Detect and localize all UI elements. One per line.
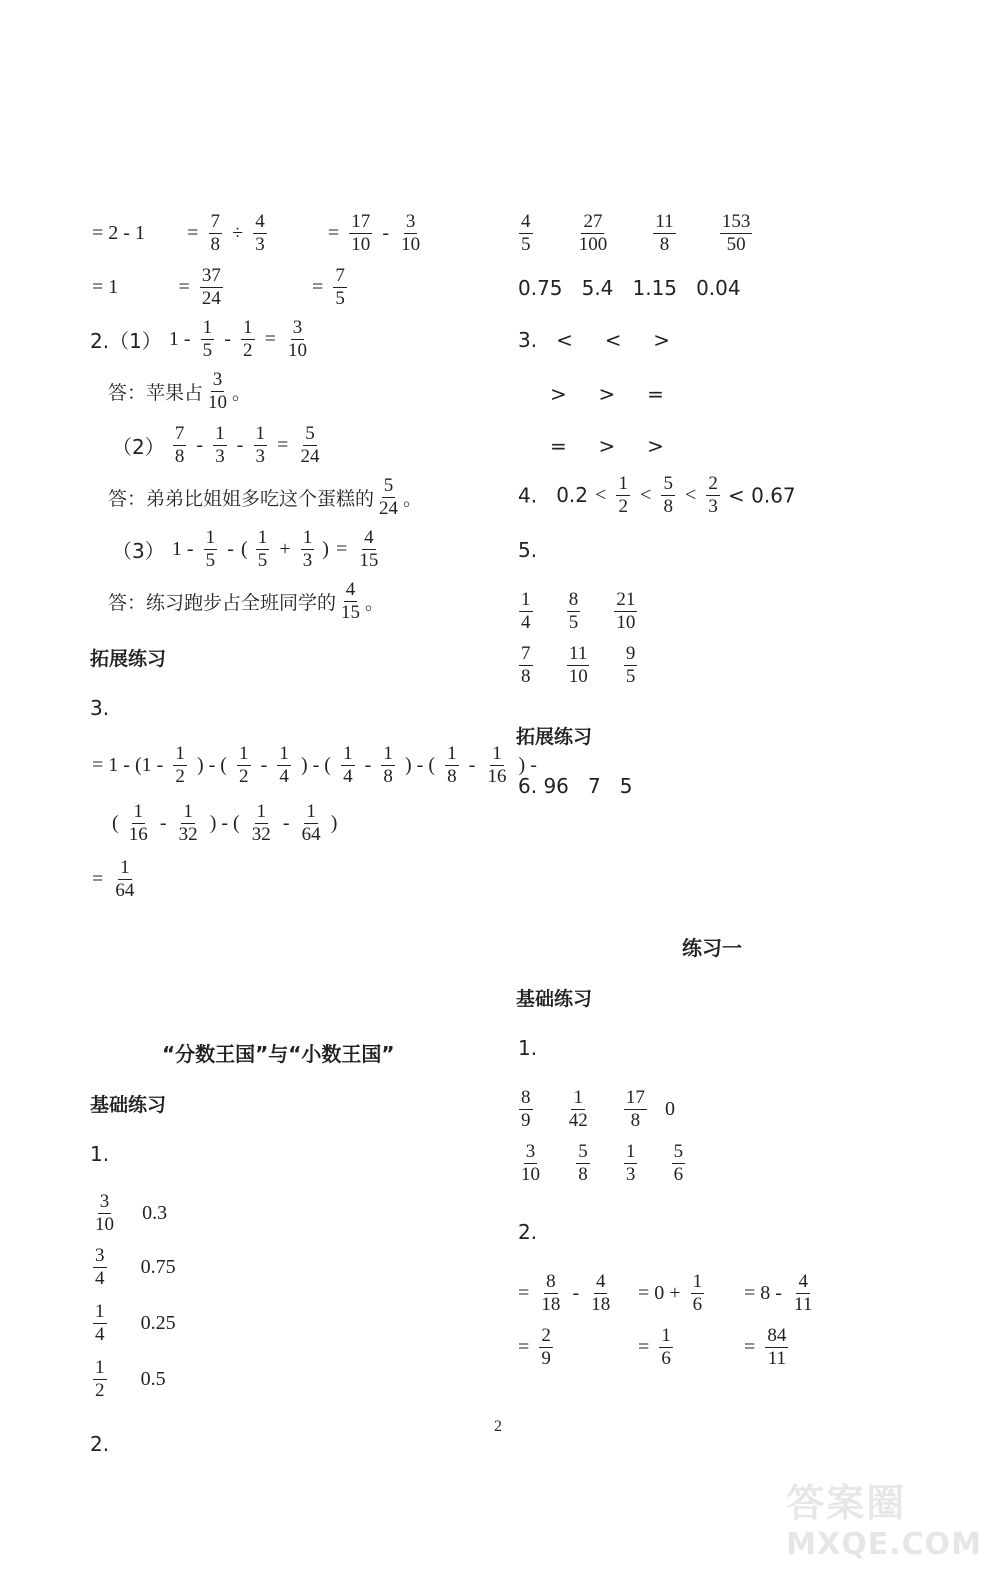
expr: ) - ( (209, 811, 240, 834)
question-2-1 (90, 318, 312, 361)
comparison-row-1: < < > (556, 328, 671, 352)
question-2-3 (112, 528, 383, 571)
value: 0.2 (556, 483, 588, 508)
minus-sign: - (572, 1281, 580, 1304)
answer-3 (108, 580, 384, 623)
fraction: $\frac{8}{5}$ (568, 589, 579, 633)
fraction: $\frac{3}{10}$ (208, 369, 228, 413)
equals: = (312, 275, 324, 298)
equals: = (638, 1335, 650, 1358)
fraction: $\frac{3}{10}$ (521, 1141, 540, 1185)
fraction: $\frac{1}{2}$ (243, 317, 253, 361)
fraction: $\frac{1}{64}$ (115, 857, 135, 901)
right-question-4 (518, 474, 796, 517)
practice-title: 练习一 (682, 936, 742, 960)
fraction: $\frac{1}{16}$ (128, 801, 148, 845)
fraction: $\frac{9}{5}$ (625, 643, 636, 687)
minus-sign: - (468, 753, 476, 776)
right-question-5-label: 5. (518, 538, 538, 562)
fraction: $\frac{1}{6}$ (661, 1325, 671, 1369)
fraction: $\frac{1}{8}$ (383, 743, 393, 787)
left-row-2 (90, 266, 350, 309)
expr: ) - (518, 753, 537, 776)
equals: = (744, 1335, 756, 1358)
fraction: $\frac{1}{5}$ (202, 317, 213, 361)
fraction: $\frac{8}{9}$ (521, 1087, 531, 1131)
right-question-2-label: 2. (518, 1220, 538, 1244)
equals: = (277, 433, 289, 456)
decimal-value: 0.25 (140, 1311, 176, 1334)
paren: ( (240, 537, 248, 560)
minus-sign: - (364, 753, 372, 776)
right-q1-row-1 (516, 1088, 677, 1131)
plus-sign: + (279, 537, 291, 560)
expr: = 8 - (744, 1281, 782, 1304)
pair-2 (90, 1246, 178, 1289)
equals: = (92, 867, 104, 890)
fraction: $\frac{27}{100}$ (578, 211, 608, 255)
fraction: $\frac{1}{4}$ (521, 589, 531, 633)
question-label: 4. (518, 483, 538, 508)
question-3-line-2 (112, 802, 337, 845)
fraction: $\frac{37}{24}$ (201, 265, 221, 309)
decimal-value: 0.3 (142, 1201, 168, 1224)
fraction: $\frac{5}{8}$ (663, 473, 673, 517)
left-basic-title: 基础练习 (90, 1094, 167, 1116)
minus-sign: - (196, 433, 204, 456)
fraction: $\frac{17}{8}$ (625, 1087, 645, 1131)
fraction: $\frac{1}{64}$ (301, 801, 321, 845)
fraction: $\frac{1}{3}$ (302, 527, 313, 571)
answer-text: 答：弟弟比姐姐多吃这个蛋糕的 (108, 487, 375, 510)
fraction: $\frac{4}{18}$ (591, 1271, 611, 1315)
fraction: $\frac{7}{5}$ (335, 265, 345, 309)
fraction: $\frac{11}{10}$ (568, 643, 588, 687)
right-extension-title: 拓展练习 (516, 726, 593, 748)
fraction: $\frac{2}{3}$ (708, 473, 718, 517)
question-3-line-1 (90, 744, 539, 787)
fraction: $\frac{5}{6}$ (673, 1141, 684, 1185)
fraction: $\frac{1}{42}$ (568, 1087, 588, 1131)
less-than: < (640, 483, 652, 506)
equals: = (187, 221, 199, 244)
minus-sign: - (382, 221, 390, 244)
fraction: $\frac{1}{2}$ (618, 473, 628, 517)
value: < 0.67 (728, 483, 796, 508)
right-q2-a2 (516, 1326, 556, 1369)
fraction: $\frac{4}{3}$ (255, 211, 265, 255)
question-label: 2.（1） (90, 328, 162, 353)
watermark-url: MXQE.COM (786, 1527, 982, 1562)
expr: 1 - (168, 327, 191, 350)
q5-grid-row-1 (516, 590, 640, 633)
fraction: $\frac{11}{8}$ (655, 211, 674, 255)
right-q2-c2 (742, 1326, 791, 1369)
right-q2-b1 (636, 1272, 707, 1315)
minus-sign: - (282, 811, 290, 834)
fraction: $\frac{17}{10}$ (351, 211, 371, 255)
answer-punct: 。 (365, 591, 385, 614)
fraction: $\frac{2}{9}$ (541, 1325, 551, 1369)
fraction: $\frac{1}{6}$ (692, 1271, 703, 1315)
answer-punct: 。 (232, 381, 252, 404)
comparison-row-3: = > > (550, 434, 664, 458)
equals: = (518, 1281, 530, 1304)
q5-grid-row-2 (516, 644, 640, 687)
value: 0 (664, 1097, 675, 1120)
equals: = (336, 537, 348, 560)
pair-3 (90, 1302, 178, 1345)
right-fraction-row (516, 212, 755, 255)
decimal-value: 0.75 (140, 1255, 176, 1278)
fraction: $\frac{4}{15}$ (359, 527, 379, 571)
answer-1 (108, 370, 251, 413)
fraction: $\frac{1}{32}$ (251, 801, 271, 845)
fraction: $\frac{3}{4}$ (95, 1245, 105, 1289)
fraction: $\frac{5}{24}$ (300, 423, 320, 467)
fraction: $\frac{4}{5}$ (521, 211, 531, 255)
pair-1 (90, 1192, 169, 1235)
right-decimals-row: 0.75 5.4 1.15 0.04 (518, 276, 741, 300)
decimal-value: 0.5 (140, 1367, 166, 1390)
question-2-2 (112, 424, 325, 467)
fraction: $\frac{1}{2}$ (175, 743, 185, 787)
right-q1-row-2 (516, 1142, 688, 1185)
minus-sign: - (224, 327, 231, 350)
left-row-1 (90, 212, 425, 255)
fraction: $\frac{1}{4}$ (279, 743, 289, 787)
expr-a: = 1 (92, 275, 119, 298)
answer-text: 答：苹果占 (108, 381, 204, 404)
minus-sign: - (236, 433, 244, 456)
fraction: $\frac{8}{18}$ (541, 1271, 561, 1315)
question-label: （2） (112, 434, 165, 459)
fraction: $\frac{1}{3}$ (255, 423, 266, 467)
expr: ) - ( (405, 753, 435, 776)
fraction: $\frac{4}{11}$ (794, 1271, 813, 1315)
minus-sign: - (260, 753, 268, 776)
fraction: $\frac{1}{8}$ (447, 743, 457, 787)
fraction: $\frac{4}{15}$ (341, 579, 361, 623)
fraction: $\frac{3}{10}$ (401, 211, 421, 255)
page-number: 2 (494, 1418, 502, 1435)
right-question-1-label: 1. (518, 1036, 538, 1060)
fraction: $\frac{21}{10}$ (616, 589, 636, 633)
expr: ) - ( (300, 753, 331, 776)
fraction: $\frac{1}{3}$ (215, 423, 225, 467)
equals: = (178, 275, 190, 298)
left-question-1-label: 1. (90, 1142, 110, 1166)
expr: 1 - (171, 537, 194, 560)
answer-text: 答：练习跑步占全班同学的 (108, 591, 337, 614)
fraction: $\frac{3}{10}$ (95, 1191, 114, 1235)
equals: = (518, 1335, 530, 1358)
right-basic-title: 基础练习 (516, 988, 593, 1010)
fraction: $\frac{1}{4}$ (343, 743, 353, 787)
question-label: （3） (112, 538, 165, 563)
fraction: $\frac{1}{4}$ (95, 1301, 105, 1345)
right-q2-c1 (742, 1272, 817, 1315)
fraction: $\frac{5}{8}$ (578, 1141, 588, 1185)
question-label: 3. (518, 328, 538, 352)
left-extension-title: 拓展练习 (90, 648, 167, 670)
fraction: $\frac{1}{5}$ (205, 527, 216, 571)
less-than: < (685, 483, 697, 506)
expr: = 1 - (1 - (92, 753, 164, 776)
expr: = 0 + (638, 1281, 681, 1304)
fraction: $\frac{3}{10}$ (288, 317, 307, 361)
pair-4 (90, 1358, 168, 1401)
fraction: $\frac{7}{8}$ (174, 423, 185, 467)
fraction: $\frac{1}{3}$ (625, 1141, 636, 1185)
answer-punct: 。 (403, 487, 423, 510)
paren: ) (330, 811, 338, 834)
minus-sign: - (227, 537, 234, 560)
left-question-2-label: 2. (90, 1432, 110, 1456)
fraction: $\frac{1}{2}$ (239, 743, 249, 787)
comparison-row-2: > > = (550, 382, 664, 406)
less-than: < (595, 483, 607, 506)
question-3-line-3 (90, 858, 139, 901)
fraction: $\frac{1}{32}$ (178, 801, 198, 845)
expr: ) - ( (196, 753, 227, 776)
equals: = (264, 327, 276, 350)
right-extension-answer: 6. 96 7 5 (518, 774, 633, 798)
watermark (786, 1472, 982, 1562)
section-title: “分数王国”与“小数王国” (162, 1042, 395, 1066)
right-q2-a1 (516, 1272, 615, 1315)
fraction: $\frac{5}{24}$ (379, 475, 399, 519)
minus-sign: - (159, 811, 167, 834)
fraction: $\frac{7}{8}$ (521, 643, 531, 687)
divide-sign: ÷ (232, 221, 244, 244)
answer-2 (108, 476, 422, 519)
right-q2-b2 (636, 1326, 676, 1369)
expr-a: = 2 - 1 (92, 221, 145, 244)
fraction: $\frac{153}{50}$ (721, 211, 751, 255)
question-3-label: 3. (90, 696, 110, 720)
equals: = (327, 221, 340, 244)
fraction: $\frac{1}{16}$ (487, 743, 507, 787)
paren: ) (322, 537, 329, 560)
right-question-3 (518, 328, 670, 352)
fraction: $\frac{1}{2}$ (95, 1357, 105, 1401)
fraction: $\frac{7}{8}$ (210, 211, 221, 255)
fraction: $\frac{1}{5}$ (257, 527, 268, 571)
fraction: $\frac{84}{11}$ (767, 1325, 787, 1369)
paren: ( (112, 811, 119, 834)
watermark-logo: 答案圈 (786, 1481, 907, 1525)
